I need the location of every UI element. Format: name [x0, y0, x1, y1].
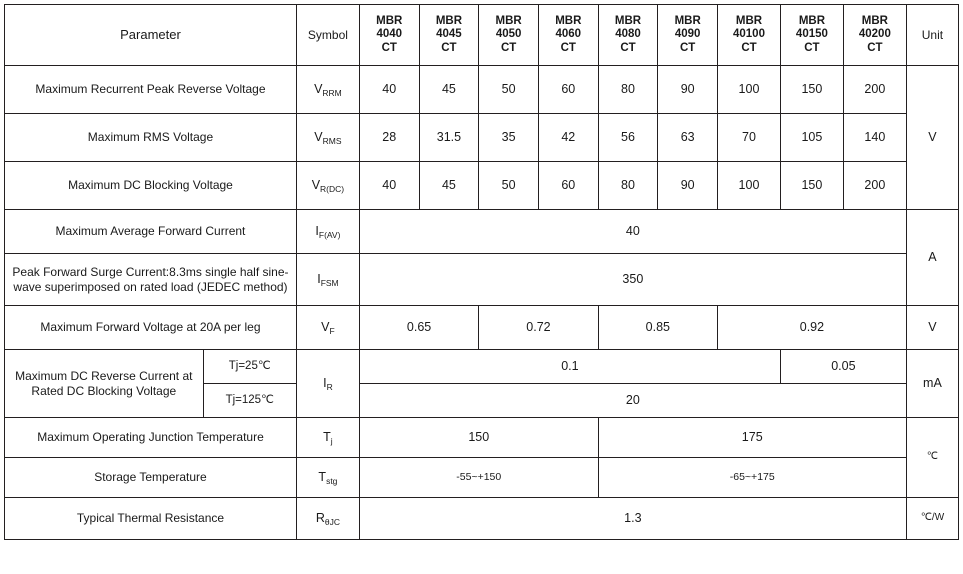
header-symbol: Symbol — [296, 5, 359, 66]
cell-vrrm-8: 150 — [780, 66, 843, 114]
pn-line2: 40200 — [858, 28, 891, 41]
cell-tj-2: 175 — [598, 418, 906, 458]
pn-line2: 4040 — [376, 28, 403, 41]
pn-line1: MBR — [435, 15, 463, 28]
row-label-vf: Maximum Forward Voltage at 20A per leg — [5, 306, 297, 350]
cell-vrms-9: 140 — [843, 114, 906, 162]
pn-line3: CT — [867, 41, 883, 54]
cell-vrms-3: 35 — [479, 114, 539, 162]
pn-line1: MBR — [495, 15, 522, 28]
header-part-mbr4090ct — [658, 5, 718, 66]
symbol-ir: $I_R$ — [296, 350, 359, 418]
unit-thermal-resistance: ℃/W — [906, 498, 958, 540]
unit-temperature: ℃ — [906, 418, 958, 498]
cell-ir125-value: 20 — [359, 384, 906, 418]
cell-vrrm-5: 80 — [598, 66, 658, 114]
table-row — [5, 114, 959, 162]
header-part-mbr4060ct — [538, 5, 598, 66]
cell-ifsm-value: 350 — [359, 254, 906, 306]
cell-vdc-1: 40 — [359, 162, 419, 210]
row-label-ifsm: Peak Forward Surge Current:8.3ms single half sine-wave superimposed on rated load (JEDEC method) — [5, 254, 297, 306]
symbol-vdc: $V_{R(DC)}$ — [296, 162, 359, 210]
header-parameter: Parameter — [5, 5, 297, 66]
condition-tj-125: Tj=125℃ — [203, 384, 296, 418]
header-part-mbr4050ct — [479, 5, 539, 66]
header-part-mbr40100ct — [718, 5, 781, 66]
table-row — [5, 498, 959, 540]
pn-line3: CT — [741, 41, 757, 54]
symbol-ifsm: $I_{FSM}$ — [296, 254, 359, 306]
cell-ifav-value: 40 — [359, 210, 906, 254]
table-row — [5, 162, 959, 210]
header-part-mbr4045ct — [419, 5, 479, 66]
pn-line2: 4090 — [674, 28, 701, 41]
pn-line2: 40100 — [732, 28, 765, 41]
cell-vrms-8: 105 — [780, 114, 843, 162]
pn-line1: MBR — [614, 15, 642, 28]
header-part-mbr40200ct — [843, 5, 906, 66]
electrical-characteristics-table — [4, 4, 959, 540]
pn-line3: CT — [680, 41, 696, 54]
pn-line1: MBR — [555, 15, 582, 28]
cell-tstg-2: -65~+175 — [598, 458, 906, 498]
pn-line1: MBR — [735, 15, 763, 28]
header-part-mbr4040ct — [359, 5, 419, 66]
cell-vrms-4: 42 — [538, 114, 598, 162]
cell-vdc-9: 200 — [843, 162, 906, 210]
table-header-row — [5, 5, 959, 66]
cell-vrms-6: 63 — [658, 114, 718, 162]
cell-vdc-6: 90 — [658, 162, 718, 210]
cell-ir25-1: 0.1 — [359, 350, 780, 384]
cell-vrrm-9: 200 — [843, 66, 906, 114]
row-label-vdc: Maximum DC Blocking Voltage — [5, 162, 297, 210]
table-row — [5, 66, 959, 114]
cell-vrms-5: 56 — [598, 114, 658, 162]
cell-tstg-1: -55~+150 — [359, 458, 598, 498]
cell-vrms-2: 31.5 — [419, 114, 479, 162]
pn-line3: CT — [804, 41, 820, 54]
row-label-ir: Maximum DC Reverse Current at Rated DC Blocking Voltage — [5, 350, 204, 418]
row-label-ifav: Maximum Average Forward Current — [5, 210, 297, 254]
cell-tj-1: 150 — [359, 418, 598, 458]
row-label-vrms: Maximum RMS Voltage — [5, 114, 297, 162]
row-label-tj: Maximum Operating Junction Temperature — [5, 418, 297, 458]
row-label-rthjc: Typical Thermal Resistance — [5, 498, 297, 540]
table-row — [5, 350, 959, 384]
cell-vf-4: 0.92 — [718, 306, 907, 350]
pn-line2: 4045 — [436, 28, 462, 41]
table-row — [5, 418, 959, 458]
header-part-mbr40150ct — [780, 5, 843, 66]
symbol-rthjc: $R_{\theta JC}$ — [296, 498, 359, 540]
pn-line1: MBR — [376, 15, 403, 28]
cell-vrms-1: 28 — [359, 114, 419, 162]
cell-vf-3: 0.85 — [598, 306, 717, 350]
spec-sheet — [0, 4, 963, 574]
pn-line3: CT — [560, 41, 576, 54]
table-row — [5, 306, 959, 350]
condition-tj-25: Tj=25℃ — [203, 350, 296, 384]
pn-line2: 4060 — [555, 28, 582, 41]
cell-vrrm-2: 45 — [419, 66, 479, 114]
header-unit: Unit — [906, 5, 958, 66]
cell-vrrm-4: 60 — [538, 66, 598, 114]
pn-line2: 4050 — [495, 28, 522, 41]
pn-line3: CT — [500, 41, 517, 54]
cell-vrrm-7: 100 — [718, 66, 781, 114]
cell-vdc-3: 50 — [479, 162, 539, 210]
table-row — [5, 210, 959, 254]
pn-line3: CT — [620, 41, 636, 54]
unit-current: A — [906, 210, 958, 306]
cell-vrms-7: 70 — [718, 114, 781, 162]
row-label-vrrm: Maximum Recurrent Peak Reverse Voltage — [5, 66, 297, 114]
cell-vf-2: 0.72 — [479, 306, 598, 350]
cell-vrrm-1: 40 — [359, 66, 419, 114]
cell-ir25-2: 0.05 — [780, 350, 906, 384]
header-part-mbr4080ct — [598, 5, 658, 66]
table-row — [5, 254, 959, 306]
pn-line3: CT — [441, 41, 457, 54]
cell-vdc-5: 80 — [598, 162, 658, 210]
symbol-vf: $V_F$ — [296, 306, 359, 350]
symbol-vrrm: $V_{RRM}$ — [296, 66, 359, 114]
symbol-vrms: $V_{RMS}$ — [296, 114, 359, 162]
pn-line3: CT — [381, 41, 397, 54]
unit-voltage: V — [906, 66, 958, 210]
cell-vdc-7: 100 — [718, 162, 781, 210]
pn-line1: MBR — [674, 15, 701, 28]
row-label-tstg: Storage Temperature — [5, 458, 297, 498]
cell-vdc-4: 60 — [538, 162, 598, 210]
symbol-ifav: $I_{F(AV)}$ — [296, 210, 359, 254]
cell-vf-1: 0.65 — [359, 306, 478, 350]
unit-reverse-current: mA — [906, 350, 958, 418]
symbol-tj: $T_j$ — [296, 418, 359, 458]
pn-line1: MBR — [861, 15, 888, 28]
pn-line1: MBR — [798, 15, 826, 28]
cell-vrrm-3: 50 — [479, 66, 539, 114]
pn-line2: 40150 — [795, 28, 828, 41]
symbol-tstg: $T_{stg}$ — [296, 458, 359, 498]
cell-vdc-8: 150 — [780, 162, 843, 210]
cell-vdc-2: 45 — [419, 162, 479, 210]
cell-rthjc-value: 1.3 — [359, 498, 906, 540]
unit-forward-voltage: V — [906, 306, 958, 350]
pn-line2: 4080 — [615, 28, 641, 41]
cell-vrrm-6: 90 — [658, 66, 718, 114]
table-row — [5, 458, 959, 498]
